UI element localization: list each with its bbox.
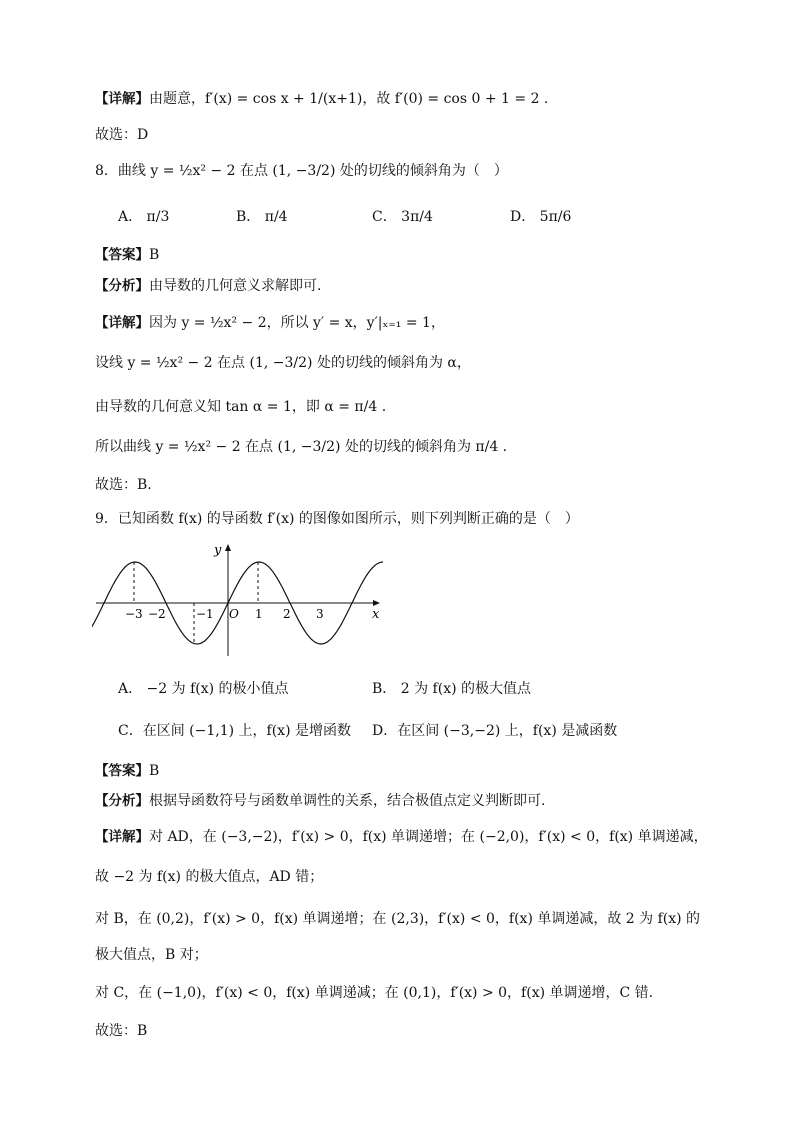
derivative-graph [92, 540, 392, 660]
analysis-9 [95, 790, 545, 812]
detail-9c: 对 B，在 (0,2)，f′(x) > 0，f(x) 单调递增；在 (2,3)，f′(x) < 0，f(x) 单调递减，故 2 为 f(x) 的 [95, 911, 701, 927]
answer-value: B [149, 247, 160, 263]
detail-9e: 对 C，在 (−1,0)，f′(x) < 0，f(x) 单调递减；在 (0,1)，f′(x) > 0，f(x) 单调递增，C 错. [95, 985, 654, 1001]
q8-option-a: A． π/3 [118, 209, 170, 225]
detail-line-7 [95, 88, 548, 110]
y-axis-label: y [214, 543, 222, 558]
answer-8 [95, 244, 159, 266]
tick-neg1: −1 [196, 607, 214, 621]
analysis-tag: 【分析】 [95, 793, 149, 809]
answer-tag: 【答案】 [95, 247, 149, 263]
detail-text: 由题意，f′(x) = cos x + 1/(x+1)，故 f′(0) = cos 0 + 1 = 2 . [149, 91, 549, 107]
detail-8a [95, 312, 445, 334]
origin-label: O [229, 607, 239, 621]
detail-8b: 设线 y = ½x² − 2 在点 (1, −3/2) 处的切线的倾斜角为 α， [95, 355, 471, 371]
y-axis-arrow-icon [225, 544, 231, 551]
answer-tag: 【答案】 [95, 763, 149, 779]
tick-2: 2 [283, 607, 291, 621]
detail-tag: 【详解】 [95, 315, 149, 331]
answer-select-9: 故选：B [95, 1023, 148, 1039]
detail-9b: 故 −2 为 f(x) 的极大值点，AD 错； [95, 869, 324, 885]
detail-text: 对 AD，在 (−3,−2)，f′(x) > 0，f(x) 单调递增；在 (−2,0)，f′(x) < 0，f(x) 单调递减， [149, 829, 708, 845]
analysis-text: 由导数的几何意义求解即可. [149, 278, 322, 294]
q9-option-c: C．在区间 (−1,1) 上，f(x) 是增函数 [118, 723, 351, 739]
analysis-8 [95, 275, 321, 297]
q8-option-d: D． 5π/6 [510, 209, 572, 225]
answer-value: B [149, 763, 160, 779]
analysis-text: 根据导函数符号与函数单调性的关系，结合极值点定义判断即可. [149, 793, 546, 809]
question-8: 8．曲线 y = ½x² − 2 在点 (1, −3/2) 处的切线的倾斜角为（ ） [95, 163, 508, 179]
detail-text: 因为 y = ½x² − 2，所以 y′ = x，y′|ₓ₌₁ = 1， [149, 315, 445, 331]
detail-tag: 【详解】 [95, 91, 149, 107]
detail-tag: 【详解】 [95, 829, 149, 845]
detail-8c: 由导数的几何意义知 tan α = 1，即 α = π/4 . [95, 399, 387, 415]
q9-option-d: D．在区间 (−3,−2) 上，f(x) 是减函数 [372, 723, 618, 739]
detail-8d: 所以曲线 y = ½x² − 2 在点 (1, −3/2) 处的切线的倾斜角为 π/4 . [95, 439, 508, 455]
x-axis-label: x [372, 607, 380, 622]
answer-select-8: 故选：B. [95, 477, 152, 493]
q8-option-b: B． π/4 [236, 209, 288, 225]
answer-select-7: 故选：D [95, 127, 149, 143]
question-9: 9．已知函数 f(x) 的导函数 f′(x) 的图像如图所示，则下列判断正确的是（ ） [95, 511, 579, 527]
answer-9 [95, 760, 159, 782]
q9-option-a: A． −2 为 f(x) 的极小值点 [118, 681, 289, 697]
detail-9d: 极大值点，B 对； [95, 947, 208, 963]
tick-3: 3 [316, 607, 324, 621]
q9-option-b: B． 2 为 f(x) 的极大值点 [372, 681, 531, 697]
x-axis-arrow-icon [373, 600, 380, 606]
tick-neg2: −2 [148, 607, 166, 621]
q8-option-c: C． 3π/4 [372, 209, 433, 225]
tick-neg3: −3 [125, 607, 143, 621]
tick-1: 1 [255, 607, 263, 621]
analysis-tag: 【分析】 [95, 278, 149, 294]
detail-9a [95, 826, 708, 848]
